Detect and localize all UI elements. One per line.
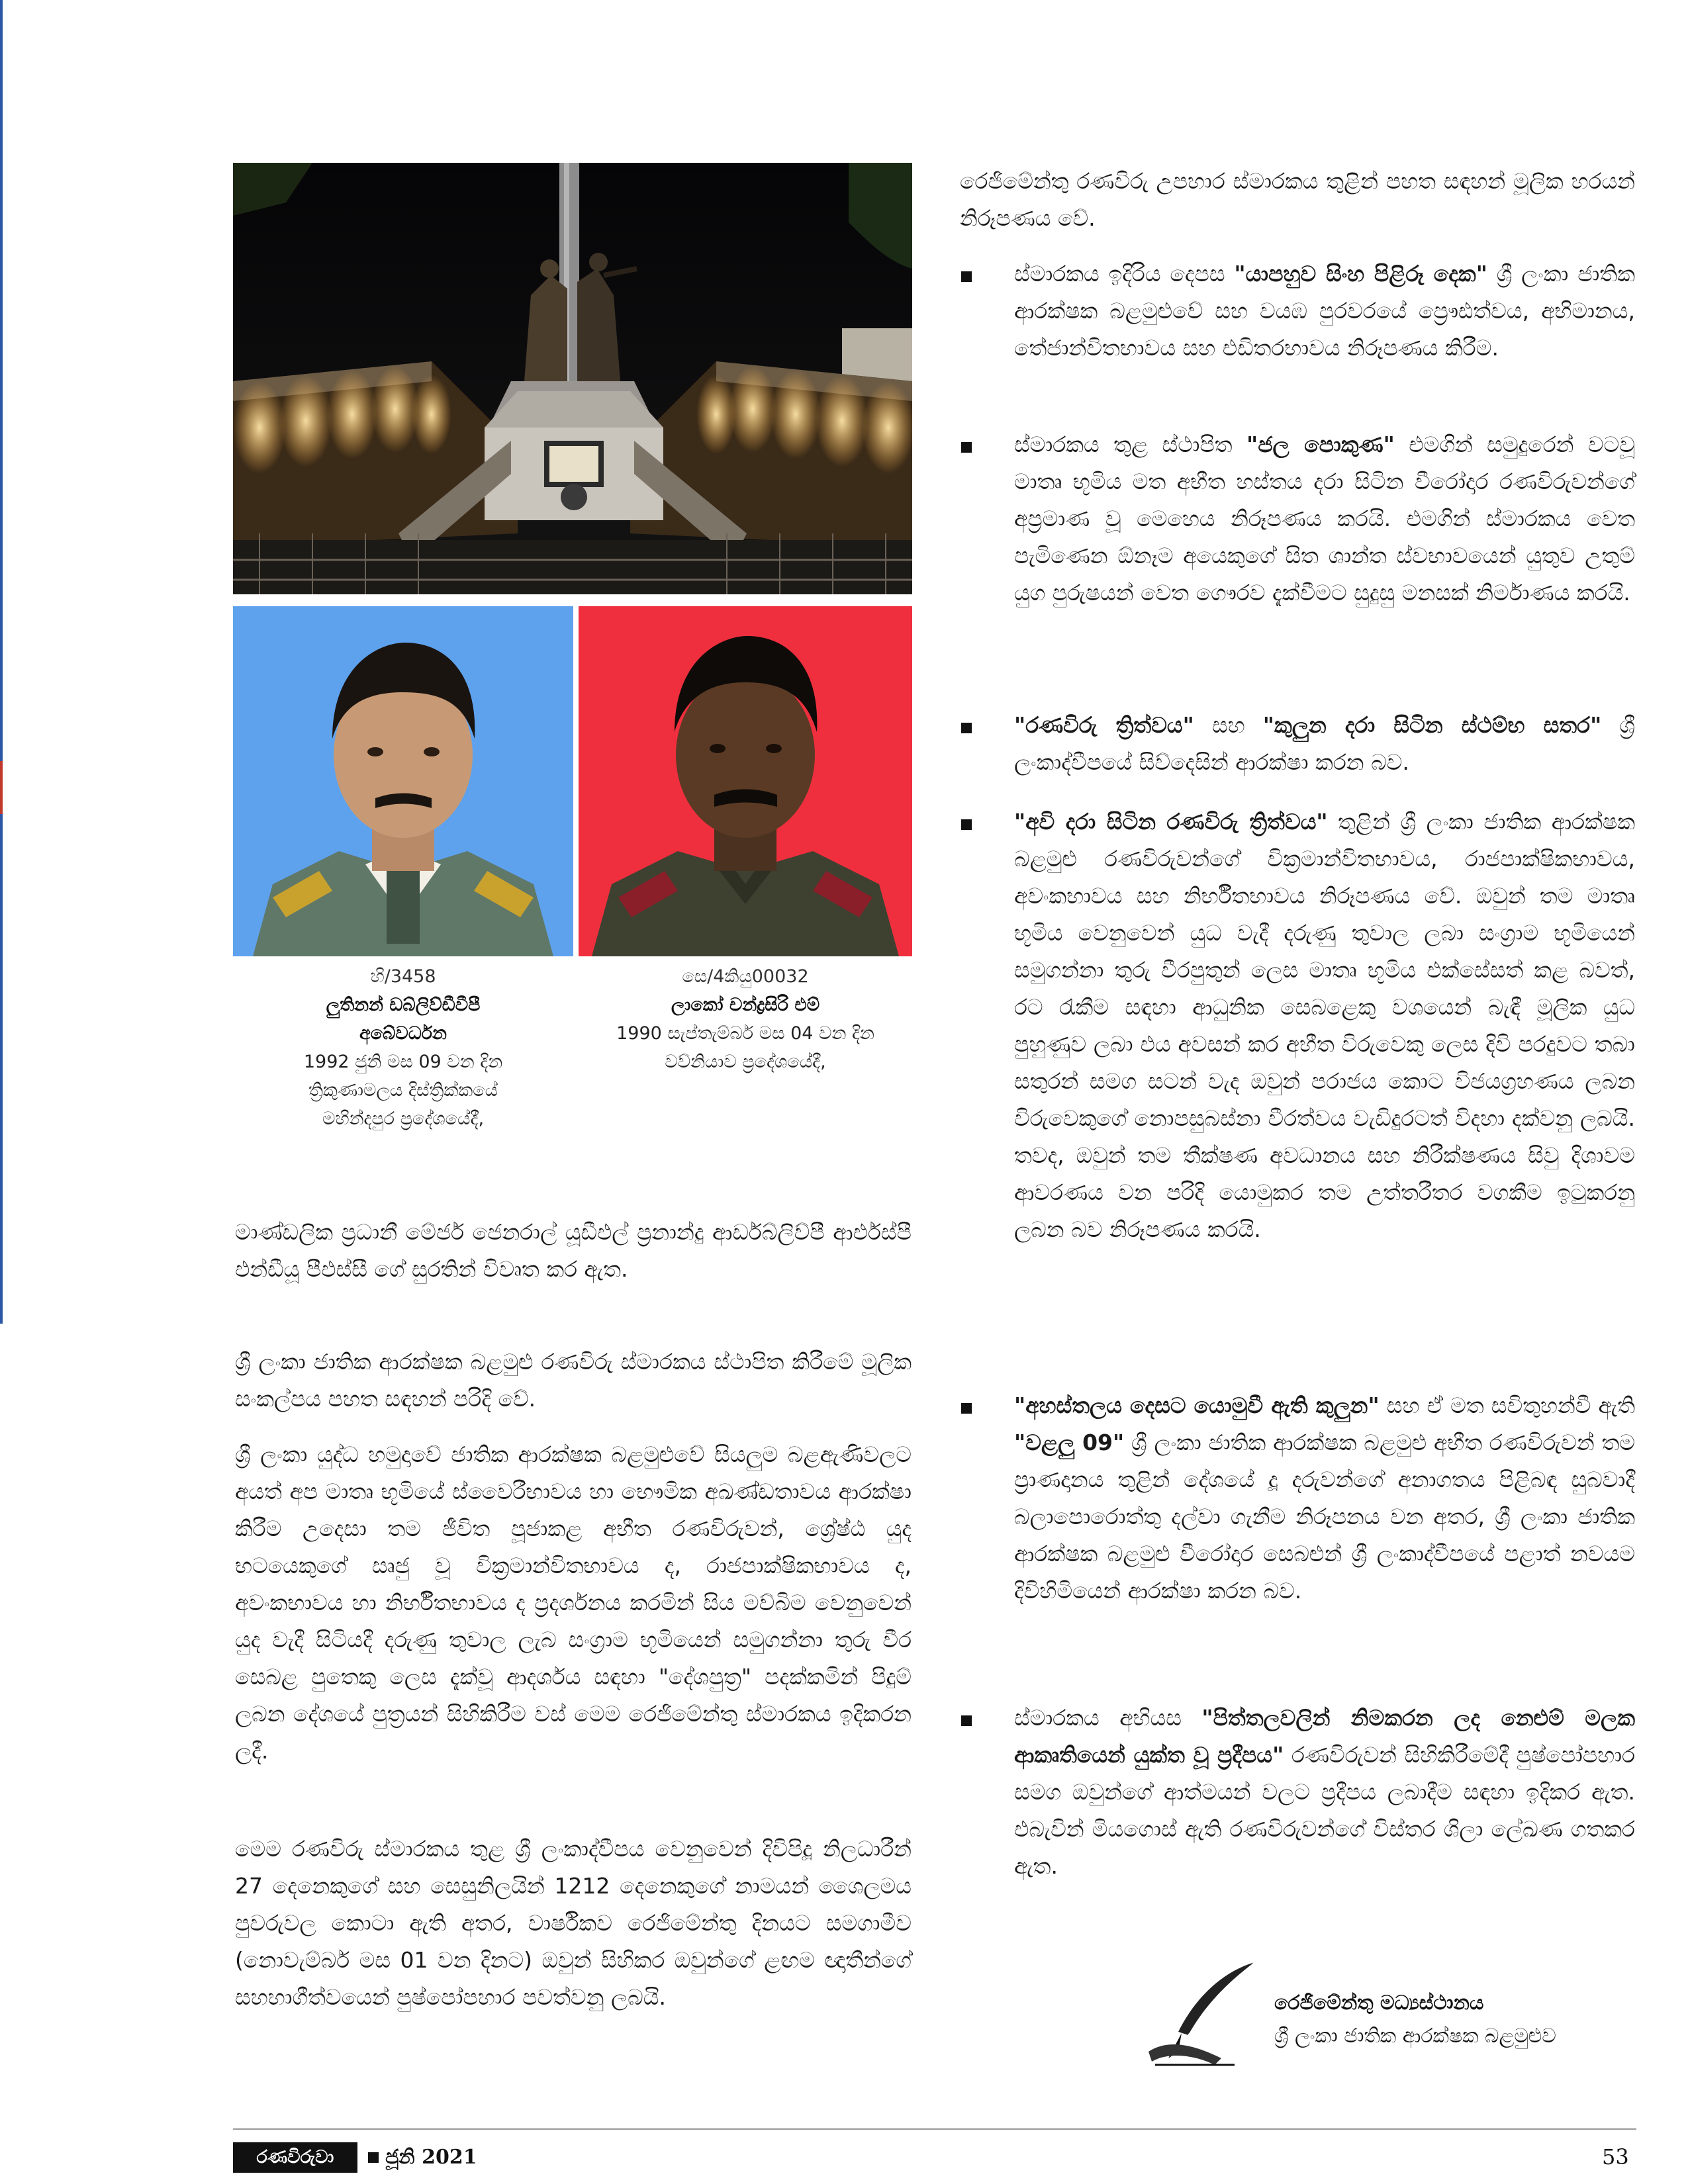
portrait-illustration-1: [233, 606, 573, 956]
footer-square-icon: [368, 2152, 379, 2163]
memorial-photo: [233, 163, 912, 594]
bullet-1-text-cont: ශ්‍රී ලංකා ජාතික ආරක්ෂක බළමුළුවේ සහ වයඹ පුරවරයේ ප්‍රෞඪත්වය, අභිමානය, තේජාන්විතභාවය සහ එඩිතරභාවය නිරූපණය කිරීම.: [1014, 261, 1635, 361]
signature-unit: ශ්‍රී ලංකා ජාතික ආරක්ෂක බළමුළුව: [1274, 2025, 1556, 2048]
bullet-icon: [961, 442, 972, 453]
bullet-6-emphasis: "පිත්තලවලින් නිමකරන ලද නෙළුම් මලක ආකෘතියෙන් යුක්ත වූ ප්‍රදීපය": [1014, 1705, 1635, 1768]
bullet-1-text: ස්මාරකය ඉදිරිය දෙපස: [1014, 261, 1235, 287]
bullet-6-text-cont: රණවිරුවන් සිහිකිරීමේදී පුෂ්පෝපහාර සමග ඔවුන්ගේ ආත්මයන් වලට ප්‍රදීපය ලබාදීම සඳහා ඉදිකර ඇත. එබැවින් මියගොස් ඇති රණවිරුවන්ගේ විස්තර ශිලා ලේඛණ ගතකර ඇත.: [1014, 1742, 1636, 1879]
service-number: හි/3458: [370, 966, 436, 987]
bullet-3-emphasis-2: "කුලුන දරා සිටින ස්ථම්භ සතර": [1262, 712, 1602, 738]
bullet-item-2: [1014, 426, 1635, 612]
right-intro: රෙජිමේන්තු රණවිරු උපහාර ස්මාරකය තුළින් පහත සඳහන් මූලික හරයන් නිරූපණය වේ.: [960, 168, 1635, 231]
soldier-name: ලුතිනන් ඩබ්ලිව්ඩීවීපී: [326, 995, 481, 1015]
bullet-4-text: තුළින් ශ්‍රී ලංකා ජාතික ආරක්ෂක බළමුළු රණවිරුවන්ගේ වික්‍රමාන්විතභාවය, රාජපාක්ෂිකභාවය, අවංකභාවය සහ නිර්භීතභාවය නිරූපණය වේ. ඔවුන් තම මාතෘ භූමිය වෙනුවෙන් යුධ වැදී දරුණු තුවාල ලබා සංග්‍රාම භූමියෙන් සමුගන්නා තුරු වීරපුතුන් ලෙස මාතෘ භූමිය එක්සේසත් කළ බවත්, රට රැකීම සඳහා ආධුනික සෙබළෙකු වශයෙන් බැඳී මූලික යුධ පුහුණුව ලබා එය අවසන් කර අභීත විරුවෙකු ලෙස දිවි පරදුවට තබා සතුරන් සමග සටන් වැද ඔවුන් පරාජය කොට විජයග්‍රහණය ලබන විරුවෙකුගේ නොපසුබස්නා වීරත්වය වැඩිදුරටත් විදහා දක්වනු ලබයි. තවද, ඔවුන් තම තීක්ෂණ අවධානය සහ නිරීක්ෂණය සිවු දිශාවම ආවරණය වන පරිදි යොමුකර තම උත්තරීතර වගකීම ඉටුකරනු ලබන බව නිරූපණය කරයි.: [1014, 809, 1635, 1242]
service-number: සෙ/4කියු00032: [682, 966, 809, 987]
bullet-icon: [961, 271, 972, 282]
bullet-3-text: සහ: [1194, 712, 1263, 738]
left-paragraph-3: ශ්‍රී ලංකා යුද්ධ හමුදාවේ ජාතික ආරක්ෂක බළමුළුවේ සියලුම බළඇණිවලට අයත් අප මාතෘ භූමියේ ස්වෛරීභාවය හා භෞමික අඛණ්ඩතාවය ආරක්ෂා කිරීම උදෙසා තම ජීවිත පූජාකළ අභීත රණවිරුවන්, ශ්‍රේෂ්ඨ යුද භටයෙකුගේ සෘජු වූ වික්‍රමාන්විතභාවය ද, රාජපාක්ෂිකභාවය ද, අවංකභාවය හා නිර්භීතභාවය ද ප්‍රදර්ශනය කරමින් සිය මව්බිම වෙනුවෙන් යුද වැදී සිටියදී දරුණු තුවාල ලැබ සංග්‍රාම භූමියෙන් සමුගන්නා තුරු වීර සෙබළ පුතෙකු ලෙස දැක්වූ ආදර්ශය සඳහා "දේශපුත්‍ර" පදක්කමින් පිදුම් ලබන දේශයේ පුත්‍රයන් සිහිකිරීම වස් මෙම රෙජිමේන්තු ස්මාරකය ඉදිකරන ලදී.: [235, 1441, 912, 1764]
caption-date: 1990 සැප්තැම්බර් මස 04 වන දින: [616, 1023, 874, 1044]
bullet-5-text: සහ ඒ මත සවිතුහන්වී ඇති: [1379, 1392, 1635, 1418]
bullet-2-text: ස්මාරකය තුළ ස්ථාපිත: [1014, 432, 1247, 457]
soldier-portrait-2: [579, 606, 912, 956]
memorial-illustration: [233, 163, 912, 594]
caption-place: වව්නියාව ප්‍රදේශයේදී,: [665, 1052, 826, 1072]
page-edge-mark: [0, 761, 3, 814]
soldier-name-cont: අබේවර්ධන: [359, 1023, 447, 1044]
portrait-caption-2: [579, 962, 912, 1076]
bullet-2-text-cont: එමගින් සමුදුරෙන් වටවූ මාතෘ භූමිය මත අභීත හස්තය දරා සිටින වීරෝදාර රණවිරුවන්ගේ අප්‍රමාණ වූ මෙහෙය නිරූපණය කරයි. එමගින් ස්මාරකය වෙත පැමිණෙන ඕනෑම අයෙකුගේ සිත ශාන්ත ස්වභාවයෙන් යුතුව උතුම් යුග පුරුෂයන් වෙත ගෞරව දැක්වීමට සුදුසු මනසක් නිර්මාණය කරයි.: [1014, 432, 1636, 606]
bullet-icon: [961, 1715, 972, 1726]
footer-divider: [233, 2128, 1636, 2130]
bullet-3-text-cont: ශ්‍රී ලංකාද්වීපයේ සිව්දෙසින් ආරක්ෂා කරන බව.: [1014, 712, 1636, 775]
caption-place: මහින්දපුර ප්‍රදේශයේදී,: [322, 1109, 485, 1129]
caption-district: ත්‍රිකුණාමලය දිස්ත්‍රික්කයේ: [308, 1080, 498, 1101]
bullet-icon: [961, 819, 972, 830]
soldier-portrait-1: [233, 606, 573, 956]
bullet-item-4: [1014, 803, 1635, 1248]
bullet-item-5: [1014, 1387, 1635, 1610]
bullet-item-1: [1014, 255, 1635, 367]
bullet-5-text-cont: ශ්‍රී ලංකා ජාතික ආරක්ෂක බළමුළු අභීත රණවිරුවන් තම ප්‍රාණදානය තුළින් දේශයේ දූ දරුවන්ගේ අනාගතය පිළිබඳ සුබවාදී බලාපොරොත්තු දල්වා ගැනීම නිරූපනය වන අතර, ශ්‍රී ලංකා ජාතික ආරක්ෂක බළමුළු වීරෝදාර සෙබළුන් ශ්‍රී ලංකාද්වීපයේ පළාත් නවයම දිවිහිමියෙන් ආරක්ෂා කරන බව.: [1014, 1430, 1635, 1604]
page-number: 53: [1602, 2144, 1629, 2169]
bullet-5-emphasis: "අහස්තලය දෙසට යොමුවී ඇති කුලුන": [1014, 1392, 1380, 1418]
quill-pen-icon: [1142, 1959, 1261, 2071]
signature-block: [1274, 1987, 1556, 2053]
bullet-2-emphasis: "ජල පොකුණ": [1246, 432, 1395, 457]
signature-office: රෙජිමේන්තු මධ්‍යස්ථානය: [1274, 1991, 1484, 2015]
bullet-4-emphasis: "අවි දරා සිටින රණවිරු ත්‍රිත්වය": [1014, 809, 1328, 835]
caption-date: 1992 ජුනි මස 09 වන දින: [303, 1052, 503, 1072]
bullet-3-emphasis: "රණවිරු ත්‍රිත්වය": [1014, 712, 1194, 738]
issue-date: ජූනි 2021: [385, 2146, 477, 2169]
bullet-icon: [961, 1403, 972, 1414]
bullet-item-3: [1014, 707, 1635, 781]
left-paragraph-1: මාණ්ඩලික ප්‍රධානී මේජර් ජෙනරාල් යූඩීඑල් ප්‍රනාන්දු ආර්ඩබ්ලිව්පී ආර්එස්පී එන්ඩීයූ පීඑස්සී ගේ සුරතින් විවෘත කර ඇත.: [235, 1219, 912, 1282]
bullet-item-6: [1014, 1700, 1635, 1885]
portrait-illustration-2: [579, 606, 912, 956]
left-paragraph-2: ශ්‍රී ලංකා ජාතික ආරක්ෂක බළමුළු රණවිරු ස්මාරකය ස්ථාපිත කිරීමේ මූලික සංකල්පය පහත සඳහන් පරිදි වේ.: [235, 1349, 912, 1412]
left-paragraph-4: මෙම රණවිරු ස්මාරකය තුළ ශ්‍රී ලංකාද්වීපය වෙනුවෙන් දිවිපිදූ නිලධාරීන් 27 දෙනෙකුගේ සහ සෙසුනිලයින් 1212 දෙනෙකුගේ නාමයන් ශෛලමය පුවරුවල කොටා ඇති අතර, වාර්ෂිකව රෙජිමේන්තු දිනයට සමගාමීව (නොවැම්බර් මස 01 වන දිනට) ඔවුන් සිහිකර ඔවුන්ගේ ළඟම ඥාතීන්ගේ සහභාගීත්වයෙන් පුෂ්පෝපහාර පවත්වනු ලබයි.: [235, 1836, 912, 2010]
soldier-name: ලාකෝ චන්ද්‍රසිරි එම්: [671, 995, 820, 1015]
page-edge-strip: [0, 0, 3, 1324]
magazine-logo: රණවිරුවා: [233, 2142, 357, 2173]
portrait-caption-1: [233, 962, 573, 1133]
bullet-icon: [961, 723, 972, 733]
bullet-6-text: ස්මාරකය අභියස: [1014, 1705, 1202, 1731]
bullet-5-emphasis-2: "වළලු 09": [1014, 1430, 1125, 1455]
bullet-1-emphasis: "යාපහුව සිංහ පිළිරූ දෙක": [1234, 261, 1487, 287]
